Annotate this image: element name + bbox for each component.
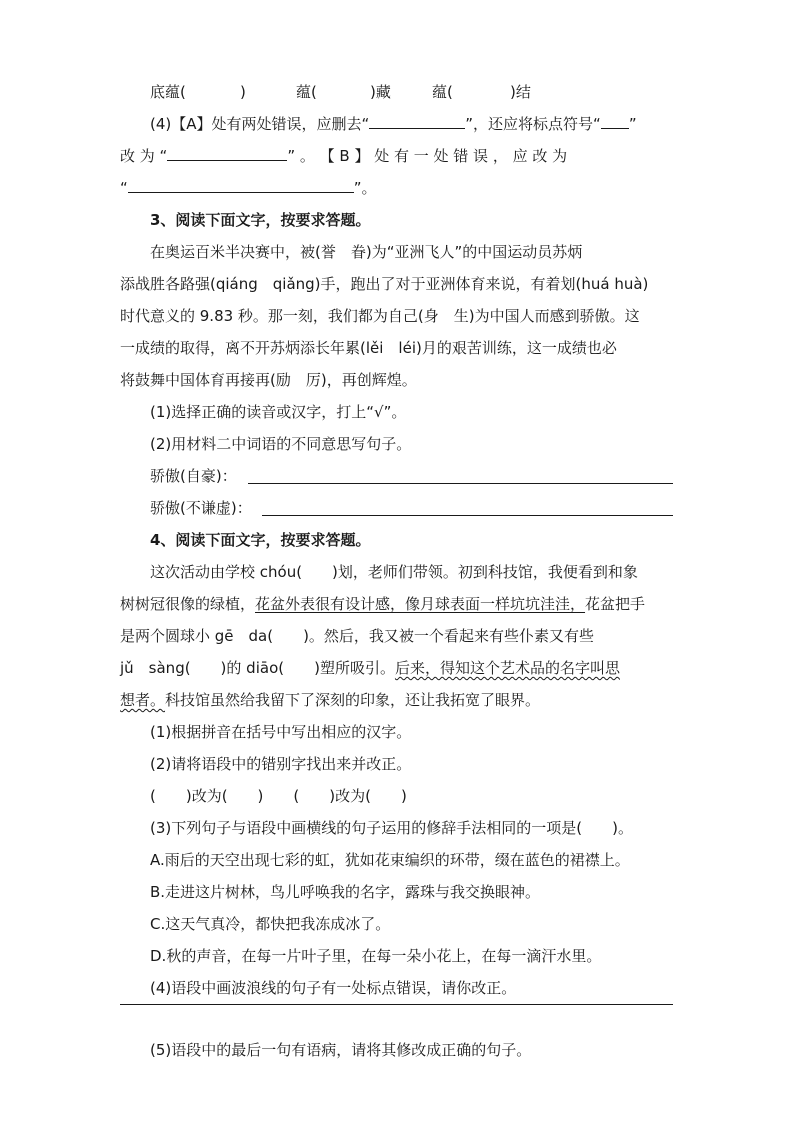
q2-sub4-line3: “ ”。: [120, 179, 377, 197]
vocab-item-2: 蕴(: [296, 83, 317, 101]
answer-blank[interactable]: [167, 146, 287, 161]
q3-answer-2-label: 骄傲(不谦虚)：: [150, 499, 252, 517]
q3-heading: 3、阅读下面文字，按要求答题。: [150, 211, 371, 229]
q4-passage-line: jǔ sàng( )的 diāo( )塑所吸引。后来，得知这个艺术品的名字叫思: [120, 659, 620, 677]
q4-option-c[interactable]: C.这天气真冷，都快把我冻成冰了。: [150, 915, 391, 933]
q3-passage-line: 一成绩的取得，离不开苏炳添长年累(lěi léi)月的艰苦训练，这一成绩也必: [120, 339, 617, 357]
q3-passage-line: 在奥运百米半决赛中，被(誉 眷)为“亚洲飞人”的中国运动员苏炳: [150, 243, 583, 261]
q4-sub4: (4)语段中画波浪线的句子有一处标点错误，请你改正。: [150, 979, 517, 997]
q3-passage-line: 添战胜各路强(qiáng qiǎng)手，跑出了对于亚洲体育来说，有着划(huá huà): [120, 275, 649, 293]
q4-option-a[interactable]: A.雨后的天空出现七彩的虹，犹如花束编织的环带，缀在蓝色的裙襟上。: [150, 851, 630, 869]
q4-passage-line: 这次活动由学校 chóu( )划，老师们带领。初到科技馆，我便看到和象: [150, 563, 638, 581]
answer-blank[interactable]: [369, 114, 465, 129]
q2-sub4-line1: (4)【A】处有两处错误，应删去“ ”，还应将标点符号“ ”: [150, 115, 637, 133]
answer-blank[interactable]: [601, 114, 629, 129]
vocab-item-1-close: ): [240, 83, 246, 101]
q4-sub2: (2)请将语段中的错别字找出来并改正。: [150, 755, 412, 773]
q4-passage-line: 树树冠很像的绿植，花盆外表很有设计感，像月球表面一样坑坑洼洼，花盆把手: [120, 595, 646, 613]
q4-sub3: (3)下列句子与语段中画横线的句子运用的修辞手法相同的一项是( )。: [150, 819, 633, 837]
q4-sub5: (5)语段中的最后一句有语病，请将其修改成正确的句子。: [150, 1041, 532, 1059]
q4-sub4-answer-line[interactable]: [120, 1004, 673, 1005]
q4-passage-line: 想者。科技馆虽然给我留下了深刻的印象，还让我拓宽了眼界。: [120, 691, 541, 709]
vocab-item-2-close: )藏: [370, 83, 391, 101]
q3-passage-line: 时代意义的 9.83 秒。那一刻，我们都为自己(身 生)为中国人而感到骄傲。这: [120, 307, 640, 325]
q4-heading: 4、阅读下面文字，按要求答题。: [150, 531, 371, 549]
q3-sub2: (2)用材料二中词语的不同意思写句子。: [150, 435, 412, 453]
q2-sub4-line2: 改 为 “ ” 。 【 B 】 处 有 一 处 错 误 ， 应 改 为: [120, 147, 568, 165]
q4-option-d[interactable]: D.秋的声音，在每一片叶子里，在每一朵小花上，在每一滴汗水里。: [150, 947, 602, 965]
q4-sub1: (1)根据拼音在括号中写出相应的汉字。: [150, 723, 412, 741]
q4-option-b[interactable]: B.走进这片树林，鸟儿呼唤我的名字，露珠与我交换眼神。: [150, 883, 541, 901]
wavy-underlined-sentence-end: 想者。: [120, 691, 166, 709]
vocab-item-3-close: )结: [510, 83, 531, 101]
vocab-item-3: 蕴(: [432, 83, 453, 101]
underlined-sentence: 花盆外表很有设计感，像月球表面一样坑坑洼洼，: [255, 595, 586, 613]
q4-passage-line: 是两个圆球小 gē da( )。然后，我又被一个看起来有些仆素又有些: [120, 627, 594, 645]
wavy-underlined-sentence: 后来，得知这个艺术品的名字叫思: [394, 659, 620, 677]
q3-answer-2-line[interactable]: [262, 515, 673, 516]
vocab-item-1: 底蕴(: [150, 83, 186, 101]
q3-sub1: (1)选择正确的读音或汉字，打上“√”。: [150, 403, 407, 421]
q3-answer-1-label: 骄傲(自豪)：: [150, 467, 237, 485]
q3-answer-1-line[interactable]: [248, 483, 673, 484]
q3-passage-line: 将鼓舞中国体育再接再(励 厉)，再创辉煌。: [120, 371, 417, 389]
answer-blank[interactable]: [128, 178, 354, 193]
q4-sub2-fill[interactable]: ( )改为( ) ( )改为( ): [150, 787, 407, 805]
